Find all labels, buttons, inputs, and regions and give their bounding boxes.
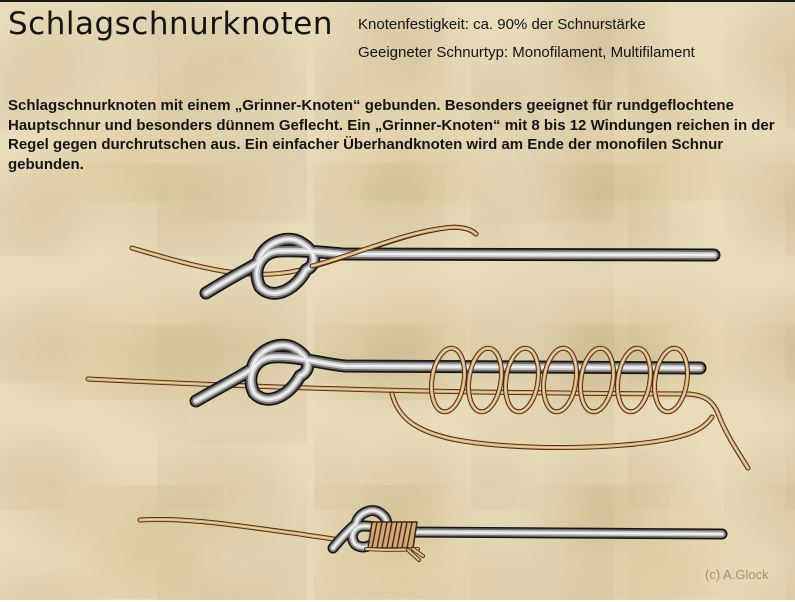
line-type-text: Geeigneter Schnurtyp: Monofilament, Multifilament — [358, 44, 695, 61]
coil — [577, 346, 618, 414]
knot-strength-text: Knotenfestigkeit: ca. 90% der Schnurstärke — [358, 16, 646, 33]
illustration-step-1-overhand-knot — [132, 227, 714, 293]
illustration-step-2-grinner-wraps — [88, 345, 748, 468]
coil — [614, 346, 655, 414]
copyright-credit: (c) A.Glock — [705, 567, 769, 582]
page-title: Schlagschnurknoten — [8, 6, 333, 42]
leader-line — [140, 519, 340, 540]
illustration-step-3-finished-knot — [140, 511, 722, 560]
coil — [540, 346, 581, 414]
coil — [465, 346, 506, 414]
description-paragraph: Schlagschnurknoten mit einem „Grinner-Knoten“ gebunden. Besonders geeignet für rundgeflochtene Hauptschnur und besonders dünnem Geflecht. Ein „Grinner-Knoten“ mit 8 bis 12 Windungen reichen in der Regel gegen durchrutschen aus. Ein einfacher Überhandknoten wird am Ende der monofilen Schnur gebunden. — [8, 97, 775, 173]
knot-diagram — [0, 2, 795, 602]
main-line-with-overhand-knot — [206, 239, 714, 293]
coil — [651, 346, 692, 414]
coil — [428, 346, 469, 414]
coil — [502, 346, 543, 414]
wrap-barrel — [368, 522, 417, 548]
leader-hanging-loop — [392, 394, 712, 448]
